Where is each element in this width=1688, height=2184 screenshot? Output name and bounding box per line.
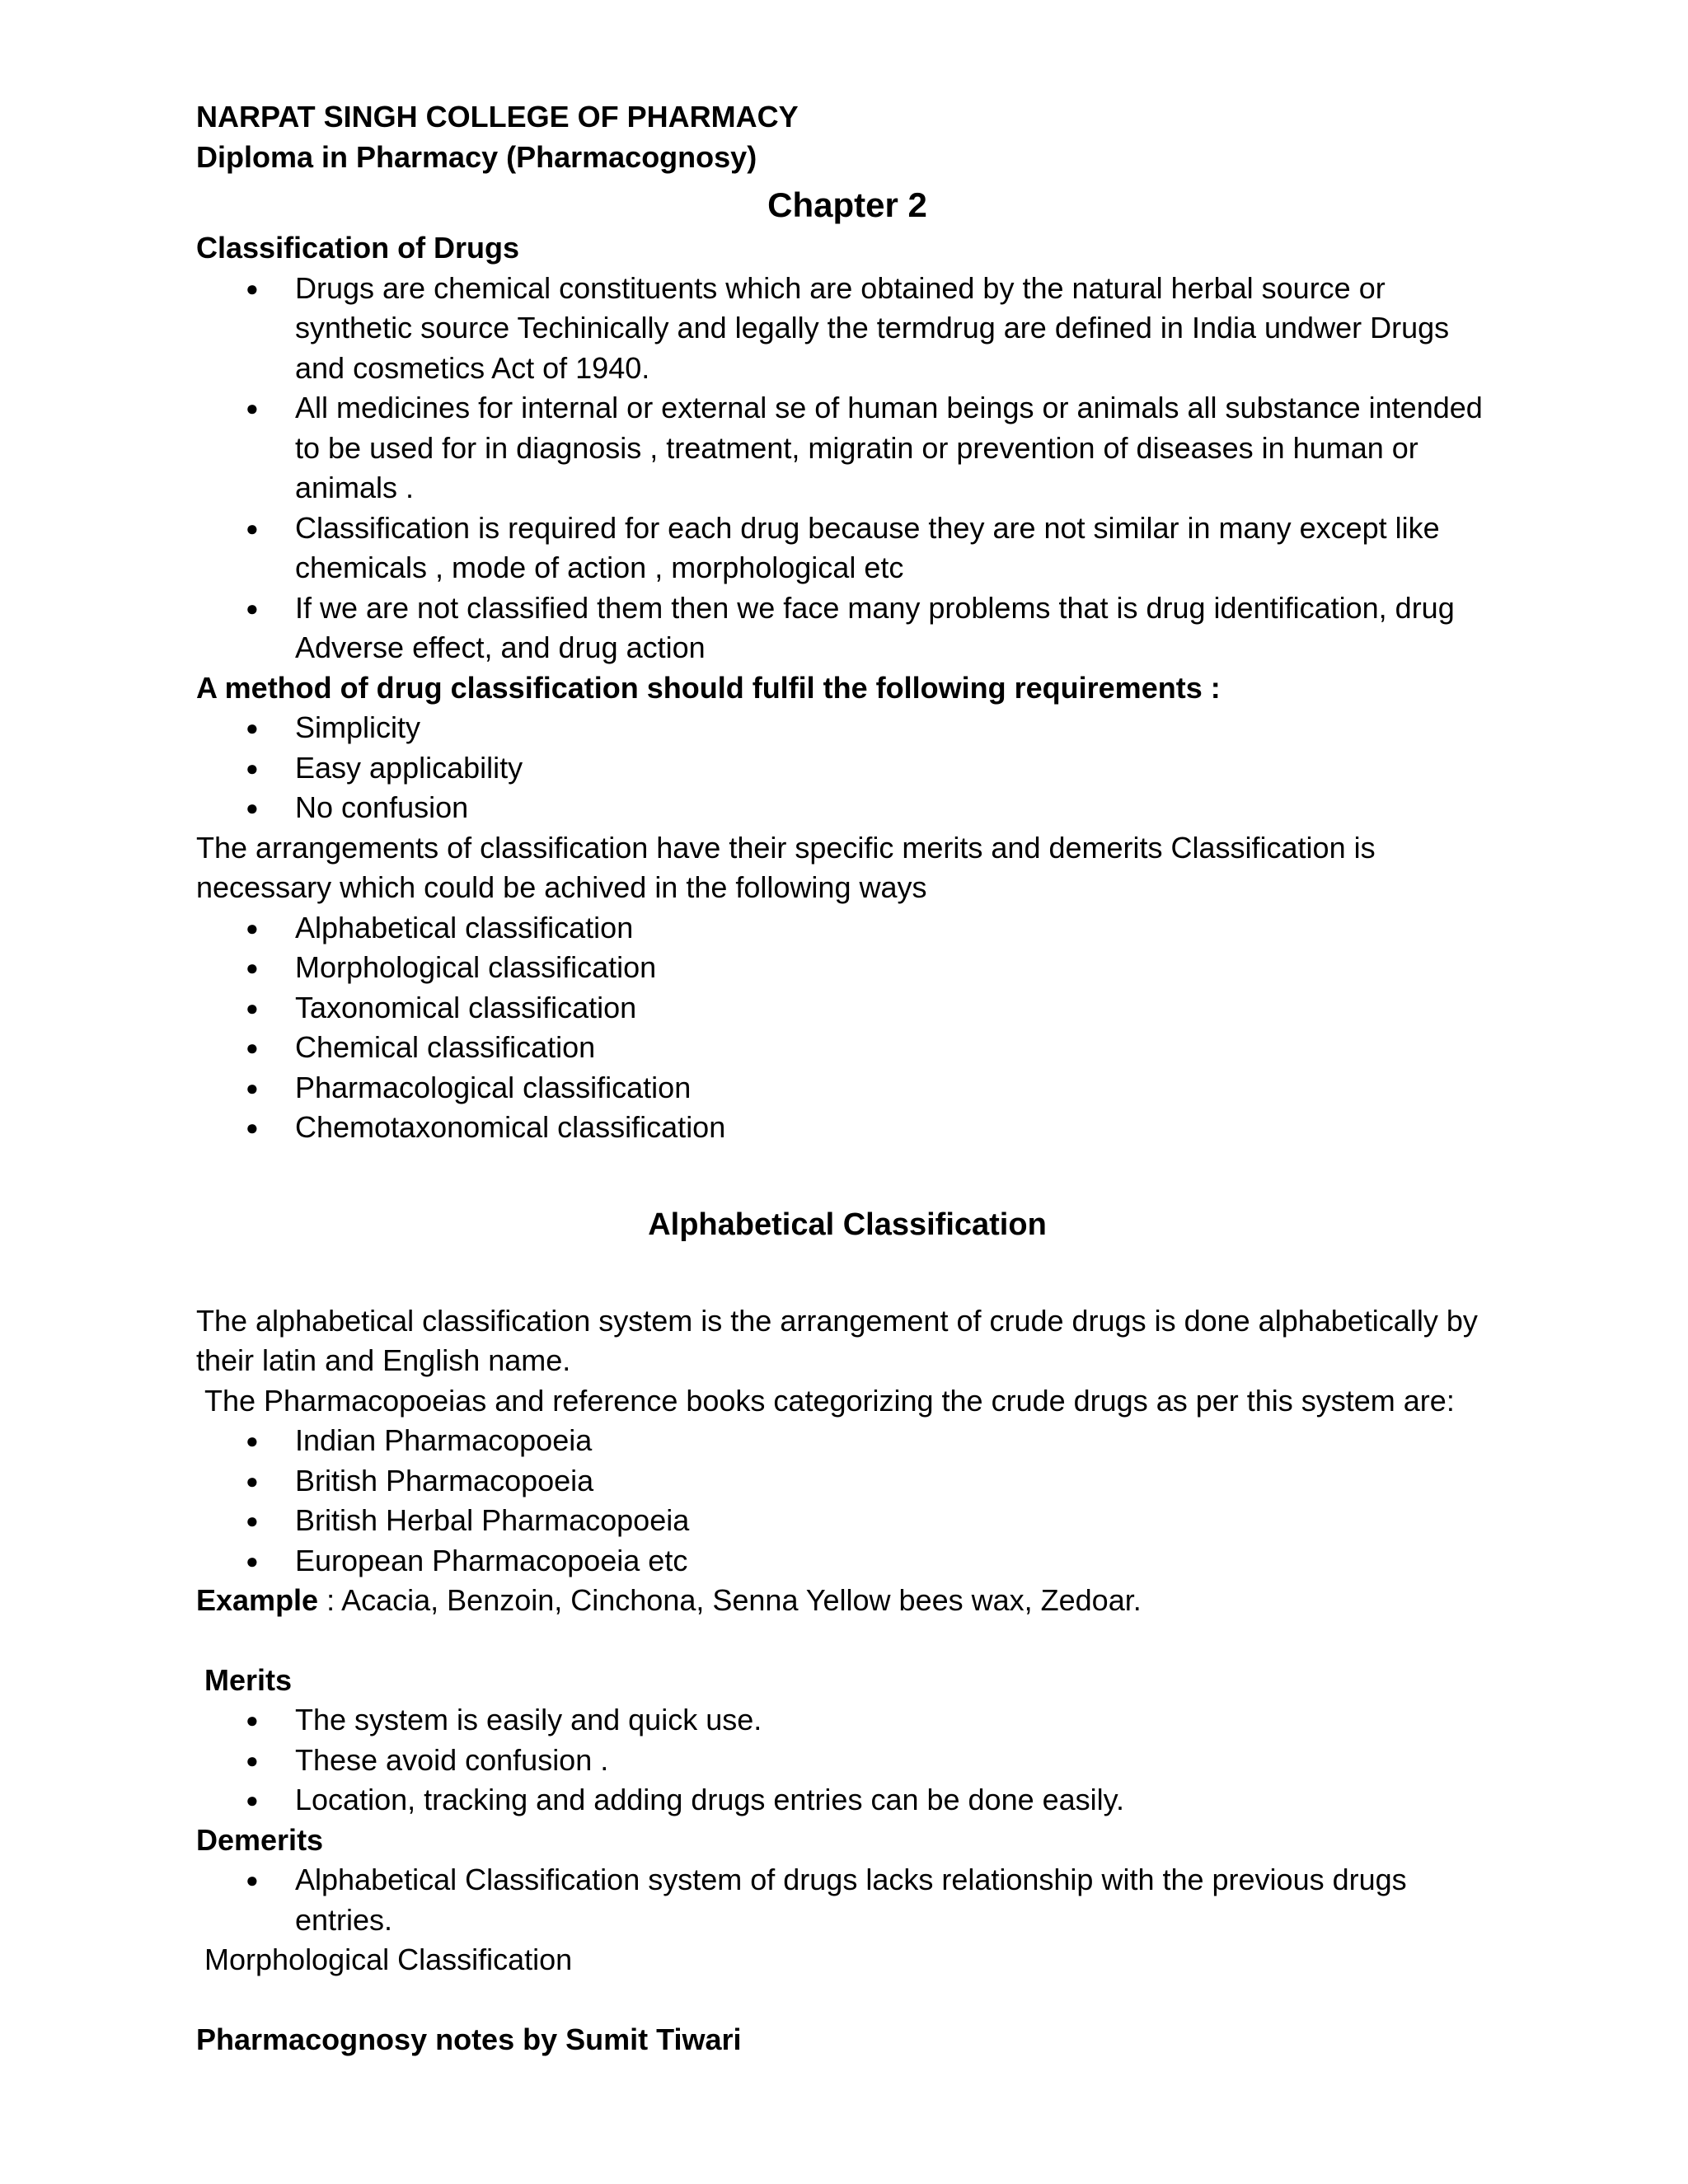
requirements-heading: A method of drug classification should fulfil the following requirements : xyxy=(196,670,1221,705)
list-item: ● Classification is required for each drug because they are not similar in many except like chemicals , mode of action , morphological etc xyxy=(196,509,1498,588)
classification-heading: Classification of Drugs xyxy=(196,231,520,265)
bullet-icon: ● xyxy=(246,1468,259,1493)
bullet-icon: ● xyxy=(246,1075,259,1100)
classification-ways-list xyxy=(196,908,1498,1148)
demerits-heading: Demerits xyxy=(196,1822,324,1857)
bullet-icon: ● xyxy=(246,915,259,940)
list-item: ● These avoid confusion . xyxy=(196,1741,1498,1781)
list-item: ● Chemotaxonomical classification xyxy=(196,1108,1498,1148)
bullet-icon: ● xyxy=(246,595,259,621)
bullet-icon: ● xyxy=(246,396,259,420)
next-section-title: Morphological Classification xyxy=(204,1943,573,1976)
list-item: ● No confusion xyxy=(196,788,1498,828)
bullet-icon: ● xyxy=(246,755,259,780)
bullet-icon: ● xyxy=(246,715,259,740)
alphabetical-intro: The alphabetical classification system is the arrangement of crude drugs is done alphabetically by their latin and English name. xyxy=(196,1303,1478,1377)
arrangements-text: The arrangements of classification have their specific merits and demerits Classification is necessary which could be achived in the following ways xyxy=(196,830,1376,904)
list-item: ● British Pharmacopoeia xyxy=(196,1461,1498,1502)
list-item: ● All medicines for internal or external se of human beings or animals all substance intended to be used for in diagnosis , treatment, migratin or prevention of diseases in human or animals . xyxy=(196,388,1498,509)
bullet-icon: ● xyxy=(246,1035,259,1060)
example-text: : Acacia, Benzoin, Cinchona, Senna Yellow bees wax, Zedoar. xyxy=(318,1583,1142,1617)
alphabetical-section-title: Alphabetical Classification xyxy=(648,1207,1047,1242)
list-item: ● Taxonomical classification xyxy=(196,988,1498,1029)
example-line xyxy=(196,1581,1498,1621)
list-item: ● Drugs are chemical constituents which are obtained by the natural herbal source or synthetic source Techinically and legally the termdrug are defined in India undwer Drugs and cosmetics Act of 1940. xyxy=(196,269,1498,389)
bullet-icon: ● xyxy=(246,955,259,980)
bullet-icon: ● xyxy=(246,1428,259,1453)
bullet-icon: ● xyxy=(246,515,259,541)
list-item: ● British Herbal Pharmacopoeia xyxy=(196,1501,1498,1541)
example-label: Example xyxy=(196,1583,319,1617)
bullet-icon: ● xyxy=(246,995,259,1020)
bullet-icon: ● xyxy=(246,795,259,820)
list-item: ● Chemical classification xyxy=(196,1028,1498,1068)
bullet-icon: ● xyxy=(246,1868,259,1892)
college-name: NARPAT SINGH COLLEGE OF PHARMACY xyxy=(196,100,799,134)
list-item: ● Easy applicability xyxy=(196,748,1498,789)
list-item: ● Location, tracking and adding drugs entries can be done easily. xyxy=(196,1780,1498,1821)
classification-points xyxy=(196,269,1498,668)
bullet-icon: ● xyxy=(246,1548,259,1573)
merits-list xyxy=(196,1700,1498,1821)
demerits-list xyxy=(196,1860,1498,1940)
list-item: ● Simplicity xyxy=(196,708,1498,748)
list-item: ● The system is easily and quick use. xyxy=(196,1700,1498,1741)
bullet-icon: ● xyxy=(246,1788,259,1812)
list-item: ● Indian Pharmacopoeia xyxy=(196,1421,1498,1461)
bullet-icon: ● xyxy=(246,1747,259,1773)
chapter-title: Chapter 2 xyxy=(767,185,927,224)
list-item: ● Pharmacological classification xyxy=(196,1068,1498,1108)
bullet-icon: ● xyxy=(246,1708,259,1732)
bullet-icon: ● xyxy=(246,1115,259,1140)
merits-heading: Merits xyxy=(204,1662,293,1697)
list-item: ● If we are not classified them then we face many problems that is drug identification, drug Adverse effect, and drug action xyxy=(196,588,1498,668)
bullet-icon: ● xyxy=(246,1508,259,1533)
list-item: ● European Pharmacopoeia etc xyxy=(196,1541,1498,1582)
list-item: ● Alphabetical Classification system of drugs lacks relationship with the previous drugs entries. xyxy=(196,1860,1498,1940)
requirements-list xyxy=(196,708,1498,828)
footer-credit: Pharmacognosy notes by Sumit Tiwari xyxy=(196,2022,742,2056)
pharmacopoeias-list xyxy=(196,1421,1498,1581)
list-item: ● Morphological classification xyxy=(196,948,1498,988)
pharmacopoeias-intro: The Pharmacopoeias and reference books categorizing the crude drugs as per this system are: xyxy=(204,1383,1455,1418)
document-page xyxy=(196,97,1498,2060)
course-name: Diploma in Pharmacy (Pharmacognosy) xyxy=(196,139,757,174)
list-item: ● Alphabetical classification xyxy=(196,908,1498,949)
bullet-icon: ● xyxy=(246,275,259,301)
